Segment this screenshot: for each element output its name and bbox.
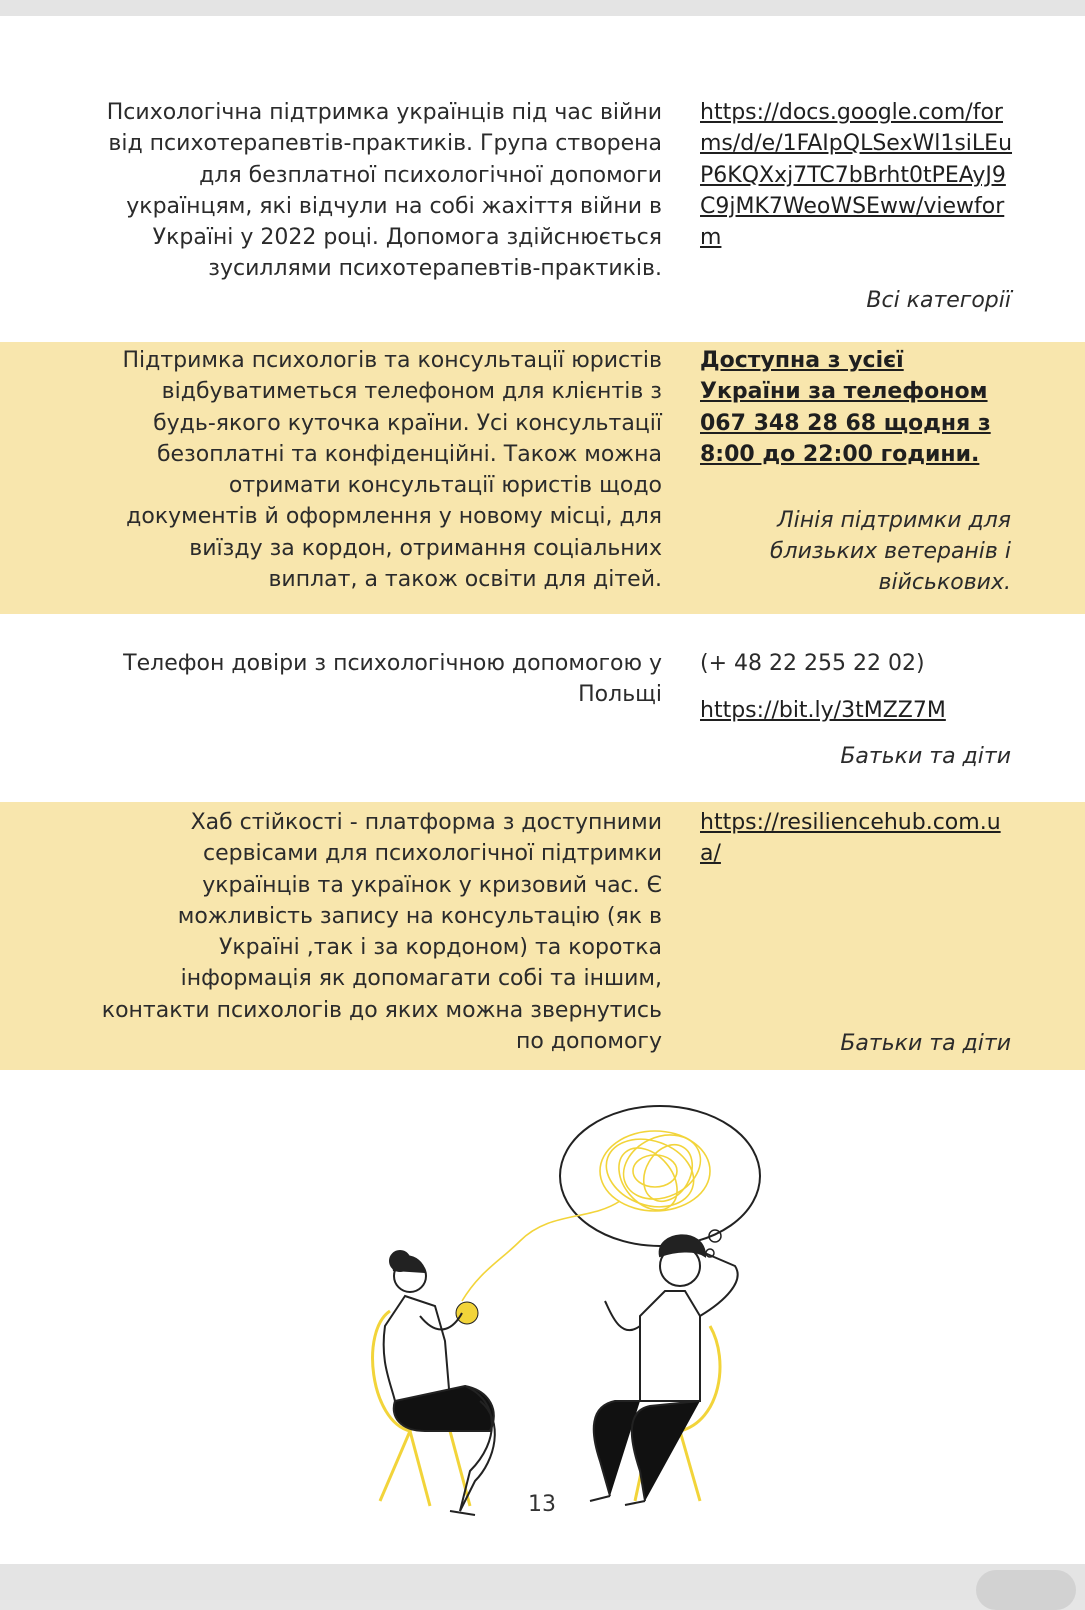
resource-description: Підтримка психологів та консультації юристів відбуватиметься телефоном для клієнтів з будь-якого куточка країни. Усі консультації безоплатні та конфіденційні. Також можна отримати консультації юристів щодо документів й оформлення у новому місці, для виїзду за кордон, отримання соціальних виплат, а також освіти для дітей. xyxy=(122,348,662,593)
document-page xyxy=(0,16,1085,1564)
resource-row xyxy=(0,342,1085,614)
resource-row xyxy=(0,16,1085,342)
resource-description: Хаб стійкості - платформа з доступними сервісами для психологічної підтримки українців та українок у кризовий час. Є можливість запису на консультацію (як в Україні ,так і за кордоном) та коротка інформація як допомагати собі та іншим, контакти психологів до яких можна звернутись по допомогу xyxy=(101,810,662,1055)
page-number: 13 xyxy=(528,1492,556,1517)
resource-row xyxy=(0,802,1085,1070)
resource-link[interactable]: https://bit.ly/3tMZZ7M xyxy=(700,698,946,723)
resource-description: Психологічна підтримка українців під час війни від психотерапевтів-практиків. Група створена для безплатної психологічної допомоги українцям, які відчули на собі жахіття війни в Україні у 2022 році. Допомога здійснюється зусиллями психотерапевтів-практиків. xyxy=(106,100,662,282)
resource-link[interactable]: https://docs.google.com/forms/d/e/1FAIpQLSexWl1siLEuP6KQXxj7TC7bBrht0tPEAyJ9C9jMK7WeoWSEww/viewform xyxy=(700,100,1013,251)
therapy-session-illustration xyxy=(350,1101,780,1531)
resource-category: Всі категорії xyxy=(866,288,1011,313)
resource-category: Лінія підтримки для близьких ветеранів і військових. xyxy=(769,508,1011,595)
scroll-handle[interactable] xyxy=(976,1570,1076,1610)
viewer-bottom-bar xyxy=(0,1564,1085,1600)
resource-description: Телефон довіри з психологічною допомогою у Польщі xyxy=(123,651,662,708)
resource-category: Батьки та діти xyxy=(840,744,1011,769)
resource-link[interactable]: https://resiliencehub.com.ua/ xyxy=(700,810,1001,867)
resource-row xyxy=(0,614,1085,792)
resource-phone-link[interactable]: Доступна з усієї України за телефоном 067 348 28 68 щодня з 8:00 до 22:00 години. xyxy=(700,348,991,467)
viewer-top-bar xyxy=(0,0,1085,16)
resource-phone: (+ 48 22 255 22 02) xyxy=(700,651,925,676)
resource-category: Батьки та діти xyxy=(840,1031,1011,1056)
